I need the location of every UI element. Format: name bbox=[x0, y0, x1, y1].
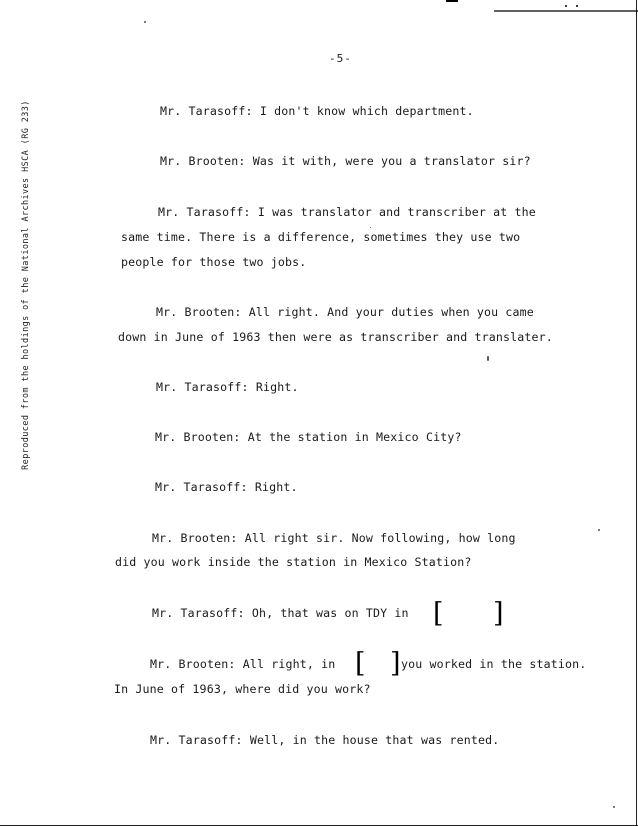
dialogue-line: did you work inside the station in Mexico Station? bbox=[115, 555, 472, 569]
dialogue-line: you worked in the station. bbox=[401, 657, 587, 671]
dialogue-line: Mr. Tarasoff: I don't know which department. bbox=[160, 104, 474, 118]
dialogue-line: same time. There is a difference, sometimes they use two bbox=[121, 230, 521, 244]
redaction-bracket-open: [ bbox=[433, 598, 444, 629]
dialogue-line: Mr. Tarasoff: Right. bbox=[155, 480, 298, 494]
scan-speck bbox=[598, 529, 600, 531]
dialogue-line: In June of 1963, where did you work? bbox=[114, 682, 371, 696]
dialogue-line: people for those two jobs. bbox=[121, 255, 307, 269]
scan-speck bbox=[613, 806, 615, 808]
page-edge-right bbox=[636, 0, 637, 826]
dialogue-line: Mr. Brooten: At the station in Mexico City? bbox=[155, 430, 462, 444]
page-number: -5- bbox=[329, 52, 352, 65]
archive-stamp: Reproduced from the holdings of the National Archives HSCA (RG 233) bbox=[21, 100, 31, 470]
scan-speck bbox=[144, 21, 146, 23]
dialogue-line: down in June of 1963 then were as transcriber and translater. bbox=[118, 330, 553, 344]
redaction-bracket-close: ] bbox=[493, 598, 504, 629]
dialogue-line: Mr. Tarasoff: Oh, that was on TDY in bbox=[152, 606, 409, 620]
redaction-bracket-open: [ bbox=[355, 648, 366, 679]
top-corner-scan-mark bbox=[446, 0, 638, 12]
dialogue-line: Mr. Brooten: All right sir. Now following, how long bbox=[152, 531, 516, 545]
dialogue-line: Mr. Tarasoff: Well, in the house that was rented. bbox=[150, 733, 500, 747]
dialogue-line: Mr. Brooten: Was it with, were you a translator sir? bbox=[160, 154, 531, 168]
scan-speck bbox=[487, 356, 489, 361]
dialogue-line: Mr. Tarasoff: Right. bbox=[156, 380, 299, 394]
dialogue-line: Mr. Brooten: All right, in bbox=[150, 657, 336, 671]
dialogue-line: Mr. Brooten: All right. And your duties when you came bbox=[156, 305, 534, 319]
dialogue-line: Mr. Tarasoff: I was translator and transcriber at the bbox=[158, 205, 536, 219]
scan-speck bbox=[370, 227, 371, 228]
redaction-bracket-close: ] bbox=[390, 648, 401, 679]
